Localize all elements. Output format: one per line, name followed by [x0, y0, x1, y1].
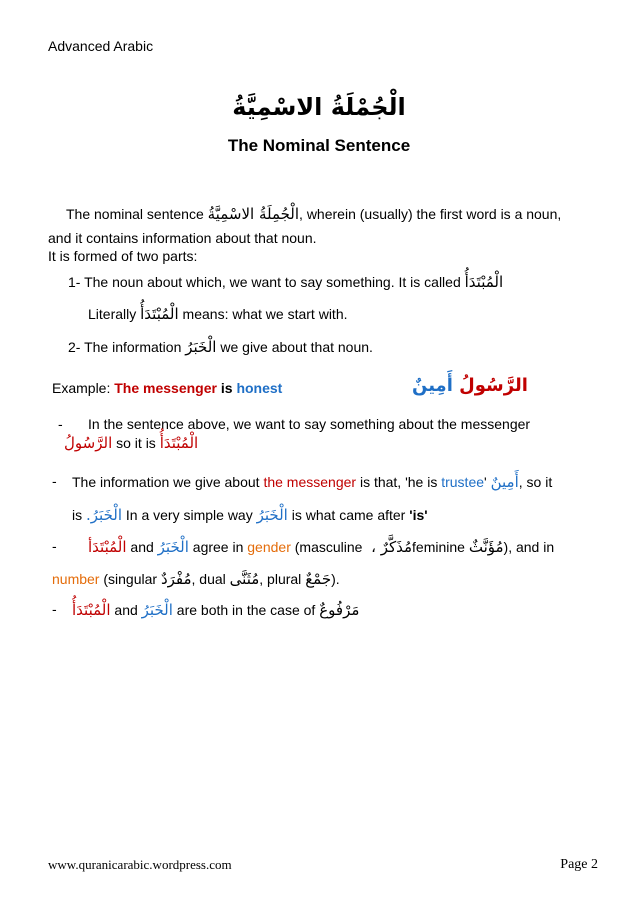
arabic-term: الْمُبْتَدَأُ	[464, 273, 504, 291]
bullet-dash: -	[58, 416, 63, 432]
arabic-term: أَمِينٌ	[490, 473, 519, 491]
intro-text: The nominal sentence	[66, 206, 208, 222]
bullet-text: '	[484, 474, 491, 490]
page-title: The Nominal Sentence	[227, 136, 411, 155]
part-text: Literally	[88, 306, 141, 322]
bullet-dash: -	[52, 538, 57, 554]
running-header: Advanced Arabic	[48, 38, 154, 54]
example-arabic	[412, 375, 528, 396]
bullet-text: are both in the case of	[172, 602, 320, 618]
arabic-term: مُثَنَّى	[229, 570, 260, 588]
intro-line-2: and it contains information about that noun.	[48, 230, 317, 246]
highlight-blue: trustee	[441, 474, 485, 490]
bullet-1-line-2	[64, 434, 198, 452]
bold-text: 'is'	[409, 507, 428, 523]
bullet-text: is that, 'he is	[356, 474, 442, 490]
arabic-term: الْخَبَرُ	[185, 338, 217, 356]
example-subject: The messenger	[114, 380, 217, 396]
arabic-term: الرَّسُولُ	[64, 434, 113, 452]
example-verb: is	[216, 380, 237, 396]
bullet-text: In a very simple way	[122, 507, 257, 523]
bullet-text: , dual	[191, 571, 230, 587]
intro-line-1	[66, 205, 561, 223]
bullet-2-line-1	[72, 473, 552, 491]
bullet-text: so it is	[112, 435, 160, 451]
arabic-term: الْخَبَرُ.	[86, 506, 122, 524]
part-2	[68, 338, 373, 356]
part-1	[68, 273, 503, 291]
arabic-term: الْمُبْتَدَأُ	[140, 305, 179, 323]
bullet-text: ), and in	[503, 539, 555, 555]
bullet-2-line-2	[72, 506, 428, 524]
bullet-text: , plural	[259, 571, 306, 587]
part-text: means: what we start with.	[178, 306, 348, 322]
part-text: 1- The noun about which, we want to say something. It is called	[68, 274, 465, 290]
arabic-term: الْمُبْتَدَأ	[88, 538, 127, 556]
bullet-text: is	[72, 507, 86, 523]
example-predicate: honest	[236, 380, 283, 396]
bullet-text: and	[126, 539, 158, 555]
arabic-term: الْخَبَرُ	[157, 538, 189, 556]
arabic-term: الْمُبْتَدَأُ	[159, 434, 199, 452]
arabic-term: الْخَبَرُ	[141, 601, 173, 619]
example-arabic-predicate: أَمِينٌ	[412, 375, 453, 396]
arabic-term: الْمُبْتَدَأُ	[72, 601, 111, 619]
arabic-title: الْجُمْلَةُ الاسْمِيَّةُ	[232, 92, 406, 121]
bullet-text: ).	[331, 571, 340, 587]
bullet-text: The information we give about	[72, 474, 264, 490]
page-number: Page 2	[560, 857, 598, 872]
highlight-orange: number	[52, 571, 100, 587]
arabic-term: مَرْفُوعٌ	[319, 601, 360, 619]
bullet-3-line-1	[88, 538, 554, 556]
highlight-red: the messenger	[263, 474, 357, 490]
arabic-term: الْخَبَرُ	[256, 506, 288, 524]
arabic-term: مُفْرَدٌ	[160, 570, 192, 588]
footer-website: www.quranicarabic.wordpress.com	[48, 857, 232, 872]
bullet-dash: -	[52, 473, 57, 489]
highlight-orange: gender	[247, 539, 291, 555]
part-1-literally	[88, 305, 348, 323]
bullet-text: agree in	[188, 539, 248, 555]
bullet-text: (masculine	[290, 539, 367, 555]
bullet-1-line-1: In the sentence above, we want to say something about the messenger	[88, 416, 531, 432]
bullet-text: feminine	[412, 539, 469, 555]
bullet-text: (singular	[99, 571, 161, 587]
bullet-3-line-2	[52, 570, 340, 588]
bullet-4-line-1	[72, 601, 359, 619]
intro-line-3: It is formed of two parts:	[48, 248, 198, 264]
arabic-term: مُؤَنَّثٌ	[468, 538, 504, 556]
example-line	[52, 380, 282, 396]
bullet-text: and	[110, 602, 142, 618]
example-arabic-subject: الرَّسُولُ	[459, 375, 528, 396]
arabic-term: جَمْعٌ	[305, 570, 332, 588]
bullet-text: , so it	[518, 474, 553, 490]
arabic-term: الْجُمِلَةُ الاسْمِيَّةُ	[207, 205, 300, 223]
part-text: we give about that noun.	[216, 339, 373, 355]
bullet-text: is what came after	[287, 507, 410, 523]
bullet-dash: -	[52, 601, 57, 617]
arabic-term: مُذَكَّرٌ ،	[366, 538, 413, 556]
part-text: 2- The information	[68, 339, 186, 355]
example-label: Example:	[52, 380, 115, 396]
intro-text: , wherein (usually) the first word is a noun,	[299, 206, 562, 222]
